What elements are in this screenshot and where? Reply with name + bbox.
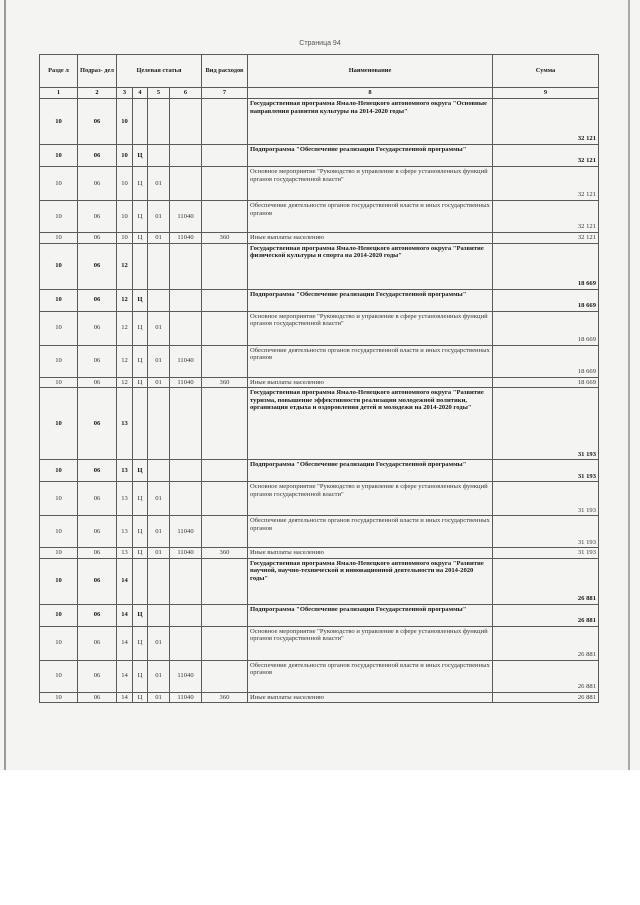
cell-target-subprogram: Ц	[133, 482, 148, 516]
cell-expense-type: 360	[202, 548, 248, 559]
cell-target-program: 10	[117, 233, 133, 244]
cell-amount: 26 881	[493, 626, 599, 660]
scan-edge-right	[628, 0, 630, 770]
col-number: 2	[78, 88, 117, 99]
cell-podrazdel: 06	[78, 201, 117, 233]
table-row	[40, 99, 599, 145]
cell-amount: 26 881	[493, 660, 599, 692]
col-number: 8	[248, 88, 493, 99]
cell-target-measure: 01	[148, 516, 170, 548]
table-row	[40, 345, 599, 377]
cell-amount: 32 121	[493, 233, 599, 244]
cell-target-program: 13	[117, 548, 133, 559]
table-row	[40, 516, 599, 548]
col-header-naimenovanie: Наименование	[248, 55, 493, 88]
cell-name: Государственная программа Ямало-Ненецкого автономного округа "Развитие научной, научно-технической и инновационной деятельности на 2014-2020 годы"	[248, 558, 493, 604]
cell-amount: 31 193	[493, 516, 599, 548]
cell-amount: 26 881	[493, 558, 599, 604]
col-header-summa: Сумма	[493, 55, 599, 88]
cell-target-program: 14	[117, 558, 133, 604]
budget-table	[39, 54, 599, 703]
cell-target-program: 10	[117, 167, 133, 201]
cell-razdel: 10	[40, 289, 78, 311]
cell-target-subprogram: Ц	[133, 626, 148, 660]
cell-expense-type	[202, 626, 248, 660]
cell-name: Обеспечение деятельности органов государственной власти и иных государственных органов	[248, 660, 493, 692]
cell-razdel: 10	[40, 626, 78, 660]
cell-razdel: 10	[40, 558, 78, 604]
cell-expense-type	[202, 243, 248, 289]
cell-target-program: 12	[117, 377, 133, 388]
cell-target-subprogram: Ц	[133, 460, 148, 482]
cell-target-measure: 01	[148, 377, 170, 388]
cell-target-measure	[148, 604, 170, 626]
cell-target-program: 13	[117, 388, 133, 460]
cell-target-subprogram: Ц	[133, 289, 148, 311]
table-row	[40, 311, 599, 345]
cell-podrazdel: 06	[78, 626, 117, 660]
cell-podrazdel: 06	[78, 548, 117, 559]
cell-podrazdel: 06	[78, 482, 117, 516]
cell-target-direction	[170, 558, 202, 604]
cell-expense-type	[202, 558, 248, 604]
cell-target-direction: 11040	[170, 233, 202, 244]
cell-target-measure: 01	[148, 692, 170, 703]
cell-podrazdel: 06	[78, 460, 117, 482]
cell-expense-type	[202, 311, 248, 345]
cell-expense-type: 360	[202, 692, 248, 703]
cell-name: Основное мероприятие "Руководство и управление в сфере установленных функций органов государственной власти"	[248, 626, 493, 660]
cell-razdel: 10	[40, 548, 78, 559]
cell-target-direction: 11040	[170, 345, 202, 377]
cell-name: Иные выплаты населению	[248, 692, 493, 703]
cell-target-subprogram: Ц	[133, 692, 148, 703]
cell-razdel: 10	[40, 233, 78, 244]
cell-name: Обеспечение деятельности органов государственной власти и иных государственных органов	[248, 516, 493, 548]
cell-podrazdel: 06	[78, 243, 117, 289]
cell-amount: 31 193	[493, 460, 599, 482]
col-number: 5	[148, 88, 170, 99]
column-number-row	[40, 88, 599, 99]
scan-edge-left	[4, 0, 6, 770]
cell-razdel: 10	[40, 243, 78, 289]
cell-expense-type	[202, 460, 248, 482]
cell-expense-type	[202, 167, 248, 201]
cell-target-direction	[170, 311, 202, 345]
cell-podrazdel: 06	[78, 233, 117, 244]
cell-target-direction	[170, 243, 202, 289]
cell-amount: 26 881	[493, 692, 599, 703]
col-number: 9	[493, 88, 599, 99]
cell-podrazdel: 06	[78, 289, 117, 311]
cell-name: Иные выплаты населению	[248, 233, 493, 244]
table-row	[40, 167, 599, 201]
cell-expense-type	[202, 516, 248, 548]
table-row	[40, 548, 599, 559]
cell-target-direction	[170, 460, 202, 482]
page-number-header: Страница 94	[299, 40, 341, 47]
cell-razdel: 10	[40, 167, 78, 201]
cell-target-measure	[148, 460, 170, 482]
cell-expense-type	[202, 388, 248, 460]
cell-target-direction	[170, 145, 202, 167]
cell-expense-type	[202, 145, 248, 167]
cell-target-direction	[170, 626, 202, 660]
cell-target-subprogram: Ц	[133, 145, 148, 167]
cell-name: Иные выплаты населению	[248, 548, 493, 559]
cell-target-subprogram: Ц	[133, 660, 148, 692]
cell-name: Подпрограмма "Обеспечение реализации Государственной программы"	[248, 289, 493, 311]
cell-target-program: 14	[117, 626, 133, 660]
cell-amount: 32 121	[493, 145, 599, 167]
table-row	[40, 145, 599, 167]
cell-amount: 18 669	[493, 311, 599, 345]
cell-expense-type	[202, 345, 248, 377]
cell-razdel: 10	[40, 692, 78, 703]
cell-target-measure	[148, 243, 170, 289]
table-row	[40, 233, 599, 244]
cell-name: Иные выплаты населению	[248, 377, 493, 388]
cell-target-subprogram: Ц	[133, 311, 148, 345]
cell-target-program: 12	[117, 311, 133, 345]
cell-target-program: 14	[117, 660, 133, 692]
cell-podrazdel: 06	[78, 604, 117, 626]
cell-target-direction	[170, 167, 202, 201]
cell-target-subprogram	[133, 558, 148, 604]
cell-name: Основное мероприятие "Руководство и управление в сфере установленных функций органов государственной власти"	[248, 482, 493, 516]
cell-target-program: 14	[117, 604, 133, 626]
cell-target-measure	[148, 388, 170, 460]
table-body	[40, 99, 599, 703]
cell-target-measure: 01	[148, 311, 170, 345]
table-row	[40, 377, 599, 388]
cell-expense-type	[202, 482, 248, 516]
cell-razdel: 10	[40, 516, 78, 548]
cell-name: Подпрограмма "Обеспечение реализации Государственной программы"	[248, 604, 493, 626]
table-row	[40, 558, 599, 604]
cell-razdel: 10	[40, 99, 78, 145]
cell-target-program: 13	[117, 482, 133, 516]
cell-expense-type	[202, 660, 248, 692]
cell-razdel: 10	[40, 145, 78, 167]
cell-target-direction: 11040	[170, 201, 202, 233]
col-header-razdel: Разде л	[40, 55, 78, 88]
cell-target-subprogram: Ц	[133, 604, 148, 626]
cell-razdel: 10	[40, 482, 78, 516]
cell-name: Обеспечение деятельности органов государственной власти и иных государственных органов	[248, 345, 493, 377]
cell-amount: 18 669	[493, 377, 599, 388]
col-header-vid: Вид расходов	[202, 55, 248, 88]
cell-amount: 31 193	[493, 548, 599, 559]
cell-target-measure	[148, 99, 170, 145]
cell-amount: 31 193	[493, 482, 599, 516]
cell-name: Основное мероприятие "Руководство и управление в сфере установленных функций органов государственной власти"	[248, 167, 493, 201]
cell-target-subprogram: Ц	[133, 548, 148, 559]
cell-target-measure	[148, 145, 170, 167]
cell-amount: 18 669	[493, 243, 599, 289]
cell-podrazdel: 06	[78, 377, 117, 388]
cell-target-subprogram: Ц	[133, 167, 148, 201]
cell-target-measure: 01	[148, 345, 170, 377]
cell-target-direction: 11040	[170, 692, 202, 703]
col-number: 6	[170, 88, 202, 99]
cell-target-direction: 11040	[170, 377, 202, 388]
cell-razdel: 10	[40, 377, 78, 388]
cell-target-measure: 01	[148, 548, 170, 559]
col-number: 4	[133, 88, 148, 99]
cell-amount: 32 121	[493, 201, 599, 233]
cell-amount: 32 121	[493, 167, 599, 201]
cell-amount: 32 121	[493, 99, 599, 145]
cell-target-program: 13	[117, 516, 133, 548]
col-number: 7	[202, 88, 248, 99]
cell-target-direction	[170, 482, 202, 516]
cell-target-subprogram	[133, 388, 148, 460]
cell-razdel: 10	[40, 388, 78, 460]
cell-target-program: 12	[117, 345, 133, 377]
cell-podrazdel: 06	[78, 99, 117, 145]
col-header-podrazdel: Подраз- дел	[78, 55, 117, 88]
cell-target-subprogram	[133, 243, 148, 289]
cell-target-direction: 11040	[170, 660, 202, 692]
cell-name: Государственная программа Ямало-Ненецкого автономного округа "Развитие физической культуры и спорта на 2014-2020 годы"	[248, 243, 493, 289]
cell-target-program: 14	[117, 692, 133, 703]
cell-target-subprogram: Ц	[133, 345, 148, 377]
cell-podrazdel: 06	[78, 345, 117, 377]
table-row	[40, 482, 599, 516]
cell-target-program: 13	[117, 460, 133, 482]
cell-name: Основное мероприятие "Руководство и управление в сфере установленных функций органов государственной власти"	[248, 311, 493, 345]
cell-target-program: 12	[117, 289, 133, 311]
cell-target-program: 10	[117, 201, 133, 233]
cell-expense-type: 360	[202, 233, 248, 244]
cell-target-measure	[148, 289, 170, 311]
cell-target-measure: 01	[148, 233, 170, 244]
cell-podrazdel: 06	[78, 692, 117, 703]
col-number: 3	[117, 88, 133, 99]
cell-target-direction	[170, 604, 202, 626]
table-row	[40, 626, 599, 660]
cell-target-direction: 11040	[170, 516, 202, 548]
cell-target-measure: 01	[148, 167, 170, 201]
cell-amount: 31 193	[493, 388, 599, 460]
cell-podrazdel: 06	[78, 145, 117, 167]
cell-expense-type	[202, 99, 248, 145]
table-row	[40, 388, 599, 460]
cell-name: Государственная программа Ямало-Ненецкого автономного округа "Развитие туризма, повышение эффективности реализации молодежной политики, организация отдыха и оздоровления детей и молодежи на 2014-2020 годы"	[248, 388, 493, 460]
table-header-row	[40, 55, 599, 88]
cell-target-measure: 01	[148, 201, 170, 233]
cell-podrazdel: 06	[78, 660, 117, 692]
cell-name: Подпрограмма "Обеспечение реализации Государственной программы"	[248, 460, 493, 482]
cell-name: Государственная программа Ямало-Ненецкого автономного округа "Основные направления развития культуры на 2014-2020 годы"	[248, 99, 493, 145]
cell-target-direction: 11040	[170, 548, 202, 559]
table-row	[40, 289, 599, 311]
table-row	[40, 243, 599, 289]
table-row	[40, 201, 599, 233]
table-row	[40, 460, 599, 482]
cell-target-subprogram: Ц	[133, 516, 148, 548]
cell-target-program: 10	[117, 145, 133, 167]
cell-razdel: 10	[40, 201, 78, 233]
cell-target-subprogram: Ц	[133, 377, 148, 388]
cell-target-subprogram: Ц	[133, 201, 148, 233]
cell-expense-type	[202, 289, 248, 311]
cell-target-subprogram: Ц	[133, 233, 148, 244]
col-number: 1	[40, 88, 78, 99]
cell-target-direction	[170, 388, 202, 460]
cell-podrazdel: 06	[78, 516, 117, 548]
cell-target-subprogram	[133, 99, 148, 145]
cell-razdel: 10	[40, 604, 78, 626]
cell-razdel: 10	[40, 660, 78, 692]
cell-podrazdel: 06	[78, 558, 117, 604]
cell-target-program: 10	[117, 99, 133, 145]
cell-amount: 26 881	[493, 604, 599, 626]
cell-target-measure: 01	[148, 482, 170, 516]
cell-name: Обеспечение деятельности органов государственной власти и иных государственных органов	[248, 201, 493, 233]
cell-target-direction	[170, 99, 202, 145]
cell-razdel: 10	[40, 460, 78, 482]
cell-podrazdel: 06	[78, 167, 117, 201]
table-row	[40, 604, 599, 626]
cell-target-measure: 01	[148, 660, 170, 692]
cell-podrazdel: 06	[78, 311, 117, 345]
cell-name: Подпрограмма "Обеспечение реализации Государственной программы"	[248, 145, 493, 167]
cell-target-program: 12	[117, 243, 133, 289]
cell-expense-type: 360	[202, 377, 248, 388]
cell-razdel: 10	[40, 311, 78, 345]
cell-target-measure: 01	[148, 626, 170, 660]
cell-amount: 18 669	[493, 289, 599, 311]
cell-podrazdel: 06	[78, 388, 117, 460]
cell-expense-type	[202, 201, 248, 233]
col-header-celevaya: Целевая статья	[117, 55, 202, 88]
cell-razdel: 10	[40, 345, 78, 377]
cell-target-measure	[148, 558, 170, 604]
table-row	[40, 692, 599, 703]
cell-target-direction	[170, 289, 202, 311]
cell-amount: 18 669	[493, 345, 599, 377]
table-row	[40, 660, 599, 692]
cell-expense-type	[202, 604, 248, 626]
